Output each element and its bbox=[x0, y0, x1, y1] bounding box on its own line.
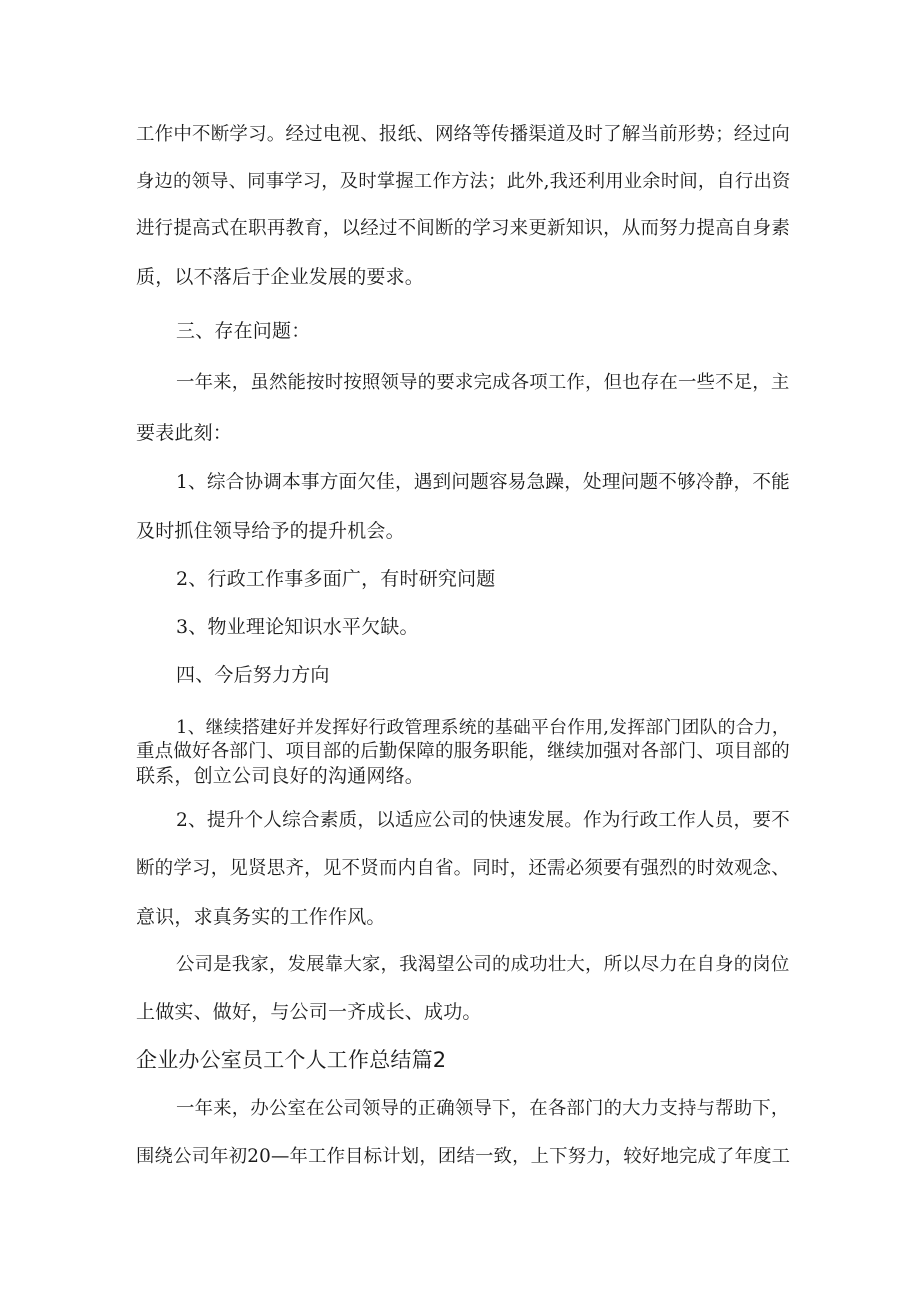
paragraph-line: 身边的领导、同事学习，及时掌握工作方法；此外,我还利用业余时间，自行出资 bbox=[136, 171, 791, 192]
section-heading: 三、存在问题： bbox=[176, 320, 311, 342]
paragraph-line: 工作中不断学习。经过电视、报纸、网络等传播渠道及时了解当前形势；经过向 bbox=[136, 124, 790, 145]
paragraph-line: 公司是我家，发展靠大家，我渴望公司的成功壮大，所以尽力在自身的岗位 bbox=[176, 954, 790, 975]
list-item: 3、物业理论知识水平欠缺。 bbox=[176, 616, 419, 638]
paragraph-line: 要表此刻： bbox=[136, 422, 233, 444]
list-item: 2、行政工作事多面广，有时研究问题 bbox=[176, 568, 496, 590]
paragraph-line: 一年来，虽然能按时按照领导的要求完成各项工作，但也存在一些不足，主 bbox=[176, 372, 790, 393]
list-item: 联系，创立公司良好的沟通网络。 bbox=[136, 765, 425, 787]
list-item: 2、提升个人综合素质，以适应公司的快速发展。作为行政工作人员，要不 bbox=[176, 810, 790, 831]
list-item: 1、综合协调本事方面欠佳，遇到问题容易急躁，处理问题不够冷静，不能 bbox=[176, 472, 790, 493]
list-item: 1、继续搭建好并发挥好行政管理系统的基础平台作用,发挥部门团队的合力， bbox=[176, 717, 790, 738]
paragraph-line: 质，以不落后于企业发展的要求。 bbox=[136, 266, 425, 288]
list-item: 重点做好各部门、项目部的后勤保障的服务职能，继续加强对各部门、项目部的 bbox=[136, 741, 790, 762]
paragraph-line: 上做实、做好，与公司一齐成长、成功。 bbox=[136, 1001, 482, 1023]
list-item: 断的学习，见贤思齐，见不贤而内自省。同时，还需必须要有强烈的时效观念、 bbox=[136, 858, 790, 879]
paragraph-line: 一年来，办公室在公司领导的正确领导下，在各部门的大力支持与帮助下， bbox=[176, 1098, 790, 1119]
paragraph-line: 围绕公司年初20—年工作目标计划，团结一致，上下努力，较好地完成了年度工 bbox=[136, 1146, 791, 1167]
section-title: 企业办公室员工个人工作总结篇2 bbox=[136, 1048, 447, 1072]
list-item: 意识，求真务实的工作作风。 bbox=[136, 906, 386, 928]
list-item: 及时抓住领导给予的提升机会。 bbox=[136, 520, 405, 542]
section-heading: 四、今后努力方向 bbox=[176, 664, 330, 686]
paragraph-line: 进行提高式在职再教育，以经过不间断的学习来更新知识，从而努力提高自身素 bbox=[136, 218, 790, 239]
